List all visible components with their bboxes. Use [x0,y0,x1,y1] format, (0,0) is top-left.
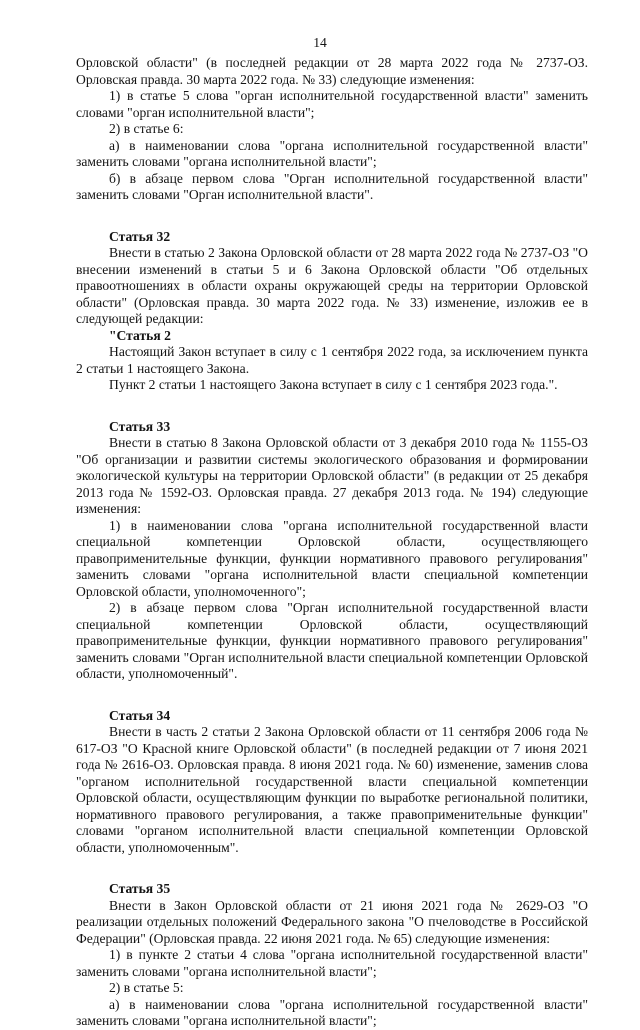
paragraph: Внести в статью 8 Закона Орловской области от 3 декабря 2010 года № 1155-ОЗ "Об организации и развитии системы экологического образования и формировании экологической культуры на территории Орловской области" (в редакции от 25 декабря 2013 года № 1592-ОЗ. Орловская правда. 27 декабря 2013 года. № 194) следующие изменения: [76,435,588,516]
paragraph: а) в наименовании слова "органа исполнительной государственной власти" заменить словами "органа исполнительной власти"; [76,137,588,169]
paragraph: б) в абзаце первом слова "Орган исполнительной государственной власти" заменить словами "Орган исполнительной власти". [76,170,588,202]
paragraph: 2) в абзаце первом слова "Орган исполнительной государственной власти специальной компетенции Орловской области, осуществляющий правоприменительные функции, функции нормативного правового регулирования" заменить словами "Орган исполнительной власти специальной компетенции Орловской области, уполномоченный". [76,600,588,681]
paragraph: 2) в статье 6: [109,121,184,136]
article-heading: Статья 32 [109,228,171,244]
article-heading: Статья 34 [109,707,171,723]
paragraph: 1) в статье 5 слова "орган исполнительной государственной власти" заменить словами "орган исполнительной власти"; [76,88,588,120]
article-heading: Статья 33 [109,418,171,434]
paragraph: Внести в часть 2 статьи 2 Закона Орловской области от 11 сентября 2006 года № 617-ОЗ "О Красной книге Орловской области" (в последней редакции от 7 июня 2021 года № 2616-ОЗ. Орловская правда. 8 июня 2021 года. № 60) изменение, заменив слова "органом исполнительной государственной власти специальной компетенции Орловской области, осуществляющим функции по выработке региональной политики, нормативного правового регулирования, а также правоприменительные функции" словами "органом исполнительной власти специальной компетенции Орловской области, уполномоченным". [76,724,588,855]
paragraph: 1) в наименовании слова "органа исполнительной государственной власти специальной компетенции Орловской области, осуществляющего правоприменительные функции, функции нормативного правового регулирования" заменить словами "органа исполнительной власти специальной компетенции Орловской области, уполномоченного"; [76,517,588,599]
paragraph: Внести в Закон Орловской области от 21 июня 2021 года № 2629-ОЗ "О реализации отдельных положений Федерального закона "О пчеловодстве в Российской Федерации" (Орловская правда. 22 июня 2021 года. № 65) следующие изменения: [76,897,588,946]
paragraph: Внести в статью 2 Закона Орловской области от 28 марта 2022 года № 2737-ОЗ "О внесении изменений в статьи 5 и 6 Закона Орловской области "Об отдельных правоотношениях в области охраны окружающей среды на территории Орловской области" (Орловская правда. 30 марта 2022 года. № 33) изменение, изложив ее в следующей редакции: [76,245,588,326]
paragraph: "Статья 2 [109,327,171,343]
paragraph: Настоящий Закон вступает в силу с 1 сентября 2022 года, за исключением пункта 2 статьи 1 настоящего Закона. [76,344,588,376]
paragraph: 2) в статье 5: [109,980,184,995]
article-heading: Статья 35 [109,881,171,896]
page-number: 14 [313,35,327,50]
paragraph: а) в наименовании слова "органа исполнительной государственной власти" заменить словами "органа исполнительной власти"; [76,996,588,1028]
paragraph: Орловской области" (в последней редакции от 28 марта 2022 года № 2737-ОЗ. Орловская правда. 30 марта 2022 года. № 33) следующие изменения: [76,55,588,87]
document-body [76,55,588,1030]
paragraph: 1) в пункте 2 статьи 4 слова "органа исполнительной государственной власти" заменить словами "органа исполнительной власти"; [76,947,588,979]
paragraph: Пункт 2 статьи 1 настоящего Закона вступает в силу с 1 сентября 2023 года.". [109,377,558,392]
